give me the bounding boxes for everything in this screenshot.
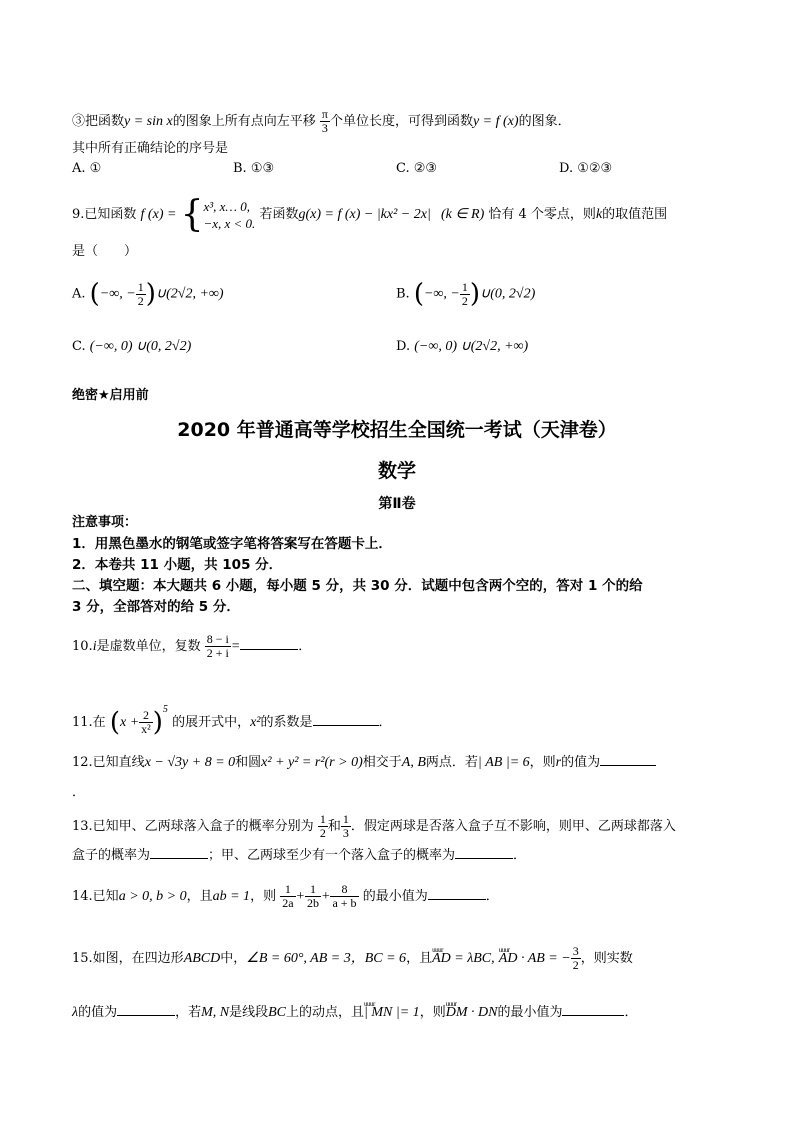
q9-case2: −x, x < 0. [203,215,256,231]
q8-item3-mid: 的图象上所有点向左平移 [172,114,316,129]
q8-choice-b: B. ①③ [233,161,275,176]
frac-num: 1 [280,883,295,897]
q11-exponent: 5 [162,704,168,715]
q9-option-c-letter: C. [72,339,86,354]
frac-num: 8 [330,883,358,897]
q12-dot: ． [72,785,86,800]
q15-dot: ． [624,1005,638,1020]
q9-option-b-frac [460,281,470,308]
q13-line2b: ；甲、乙两球至少有一个落入盒子的概率为 [208,848,456,863]
q9-cond: (k ∈ R) [440,207,485,222]
frac-num: 1 [137,279,144,294]
q11-dot: ． [378,715,392,730]
q9-option-b-letter: B. [396,286,410,302]
left-paren: ( [89,279,100,309]
q11-prefix: 11.在 [72,715,106,730]
q12-abs: | AB |= 6 [477,755,530,770]
volume-label: 第Ⅱ卷 [378,496,416,512]
q15-dm-dn: uuur DM · DN [446,1004,498,1022]
q9-option-a [72,276,224,313]
q14 [72,878,499,916]
left-paren: ( [413,279,424,309]
q9-gx: g(x) = f (x) − |kx² − 2x| [298,207,431,222]
frac-num: 2 [139,709,153,723]
q14-dot: ． [485,889,499,904]
frac-den: 2b [307,896,319,910]
q9-line2: 是（ ） [72,244,138,259]
q15-lambda: λ [72,1005,79,1020]
q13-line1 [72,810,676,844]
q8-item3 [72,108,571,135]
q14-ab: ab = 1 [212,889,251,904]
q9-suffix: 恰有 4 个零点，则 [488,207,596,222]
q8-choice-d: D. ①②③ [559,161,613,176]
subject-title: 数学 [377,460,416,482]
q12-circle-eq: x² + y² = r²(r > 0) [261,755,363,770]
q8-item3-suffix2: 的图象． [518,114,571,129]
q9-fx: f (x) = [140,207,177,222]
right-paren: ) [152,707,163,738]
q15-line2d: 是线段 [229,1005,269,1020]
q8-choice-c: C. ②③ [396,161,438,176]
frac-den: x² [141,722,151,736]
q11-x2: x² [250,715,261,730]
q15-bc-seg: BC [268,1005,287,1020]
q9-suffix2: 的取值范围 [602,207,668,222]
q15-line2f: ，则 [419,1005,446,1020]
q11-x: x + [119,715,140,730]
q10-frac [205,633,231,660]
section2-line2: 3 分，全部答对的给 5 分． [72,599,240,615]
q12 [72,753,656,772]
q13-answer-blank-2[interactable] [455,846,513,859]
q8-prompt: 其中所有正确结论的序号是 [72,141,229,156]
q15-end: ，则实数 [580,951,633,966]
q9-option-d [396,338,528,355]
q12-answer-blank[interactable] [600,753,656,766]
frac-den: 3 [321,121,328,135]
q8-item3-eq1: y = sin x [124,114,173,129]
q12-end: 的值为 [561,755,601,770]
q15-answer-blank-2[interactable] [562,1003,624,1016]
note-2: 2．本卷共 11 小题，共 105 分． [72,557,283,573]
q15-line2b: 的值为 [78,1005,118,1020]
plus-sign-1: + [295,889,305,904]
q12-ab: A, B [401,755,426,770]
right-paren: ) [145,279,156,309]
q8-item3-eq2: y = f (x) [472,114,519,129]
exam-title: 2020 年普通高等学校招生全国统一考试（天津卷） [177,419,617,441]
q11-frac [139,709,153,736]
q10-prefix: 10. [72,639,93,654]
q15-line2e: 上的动点，且 [286,1005,365,1020]
q13-dot: ． [513,848,527,863]
q10-i: i [92,639,97,654]
q10-answer-blank[interactable] [240,637,298,650]
q9-option-b-part1: −∞, − [423,286,460,302]
q15-prefix: 15.如图，在四边形 [72,951,184,966]
frac-num: 1 [461,279,468,294]
frac-den: 2a [282,896,294,910]
q15-line1 [72,942,633,976]
q8-item3-frac [320,108,330,135]
q13-rest: ．假定两球是否落入盒子互不影响，则甲、乙两球都落入 [350,819,676,834]
q15-abcd: ABCD [183,951,221,966]
q15-bc: ，BC = 6 [350,951,407,966]
frac-num: 1 [305,883,321,897]
q9-prefix: 9.已知函数 [72,207,137,222]
q10-eq: = [230,639,241,654]
frac-num: 3 [572,944,579,958]
q13-and: 和 [327,819,341,834]
frac-den: a + b [332,896,357,910]
q14-answer-blank[interactable] [428,887,486,900]
q11-answer-blank[interactable] [313,713,379,726]
q15-mid2: ，且 [406,951,433,966]
frac-num: 8 − i [206,632,229,646]
q8-item3-prefix: ③把函数 [72,114,125,129]
q9-mid: 若函数 [259,207,299,222]
q14-frac1 [280,883,295,910]
q13-frac1 [318,813,328,840]
q15-answer-blank-1[interactable] [117,1003,175,1016]
q9-option-b-part2: ∪(0, 2√2) [480,286,536,302]
section2-line1: 二、填空题：本大题共 6 小题，每小题 5 分，共 30 分．试题中包含两个空的，答对 1 个的给 [72,578,643,594]
q15-vec1: uuur AD = λBC, [432,942,495,976]
q14-cond: a > 0, b > 0 [118,889,187,904]
piecewise-brace: { [180,193,204,235]
frac-den: 2 [572,958,579,972]
q13-line2 [72,846,526,865]
q8-item3-suffix1: 个单位长度，可得到函数 [329,114,473,129]
q10-end: ． [298,639,312,654]
q14-frac2 [305,883,321,910]
frac-num: 1 [342,812,349,826]
q9-option-a-letter: A. [72,286,86,302]
q9-option-d-letter: D. [396,339,411,354]
q9-option-a-part1: −∞, − [99,286,136,302]
q15-line2g: 的最小值为 [497,1005,563,1020]
q13-frac2 [341,813,351,840]
q9-cases [203,198,255,232]
frac-den: 2 [461,293,468,308]
q9-option-b [396,276,535,313]
q9-option-c-text: (−∞, 0) ∪(0, 2√2) [89,339,192,354]
q12-prefix: 12.已知直线 [72,755,145,770]
q14-frac3 [330,883,358,910]
right-paren: ) [469,279,481,309]
q9-option-a-part2: ∪(2√2, +∞) [155,286,224,302]
q10 [72,630,311,664]
q12-r: r [555,755,562,770]
q15-vec2: uuur AD · AB = − [499,942,571,976]
q12-mid3: 两点．若 [425,755,478,770]
q9-stem [72,195,667,235]
q12-mid4: ，则 [529,755,556,770]
q15-mn: M, N [201,1005,230,1020]
frac-num: π [321,107,328,121]
q9-case1: x³, x… 0, [203,198,250,214]
q14-mid2: ，则 [250,889,277,904]
secret-label: 绝密★启用前 [72,388,149,403]
q11-mid: 的展开式中， [172,715,251,730]
q14-end: 的最小值为 [362,889,428,904]
q9-k: k [595,207,603,222]
q15-angle: ∠B = 60°, AB = 3 [246,951,351,966]
q15-frac [571,945,581,972]
q11-end: 的系数是 [260,715,313,730]
notes-title: 注意事项： [72,515,138,530]
q15-mid: 中， [220,951,247,966]
q14-prefix: 14.已知 [72,889,119,904]
q11 [72,692,392,741]
q9-option-d-text: (−∞, 0) ∪(2√2, +∞) [414,339,529,354]
plus-sign-2: + [321,889,331,904]
frac-den: 3 [342,826,349,840]
note-1: 1．用黑色墨水的钢笔或签字笔将答案写在答题卡上． [72,536,392,552]
frac-den: 2 + i [206,646,229,660]
frac-den: 2 [137,293,144,308]
frac-num: 1 [319,812,326,826]
left-paren: ( [109,707,120,738]
q15-line2 [72,1003,637,1022]
q14-mid: ，且 [186,889,213,904]
q10-mid: 是虚数单位，复数 [96,639,201,654]
q8-choice-a: A. ① [72,161,102,176]
q15-line2c: ，若 [175,1005,202,1020]
q12-mid2: 相交于 [362,755,402,770]
q13-answer-blank-1[interactable] [150,846,208,859]
q12-mid: 和圆 [235,755,262,770]
q12-line-eq: x − √3y + 8 = 0 [144,755,236,770]
q15-mn-abs: uuur | MN |= 1 [364,1004,420,1022]
q13-line2a: 盒子的概率为 [72,848,151,863]
q9-option-c [72,338,191,355]
q13-prefix: 13.已知甲、乙两球落入盒子的概率分别为 [72,819,314,834]
q9-option-a-frac [136,281,146,308]
frac-den: 2 [319,826,326,840]
